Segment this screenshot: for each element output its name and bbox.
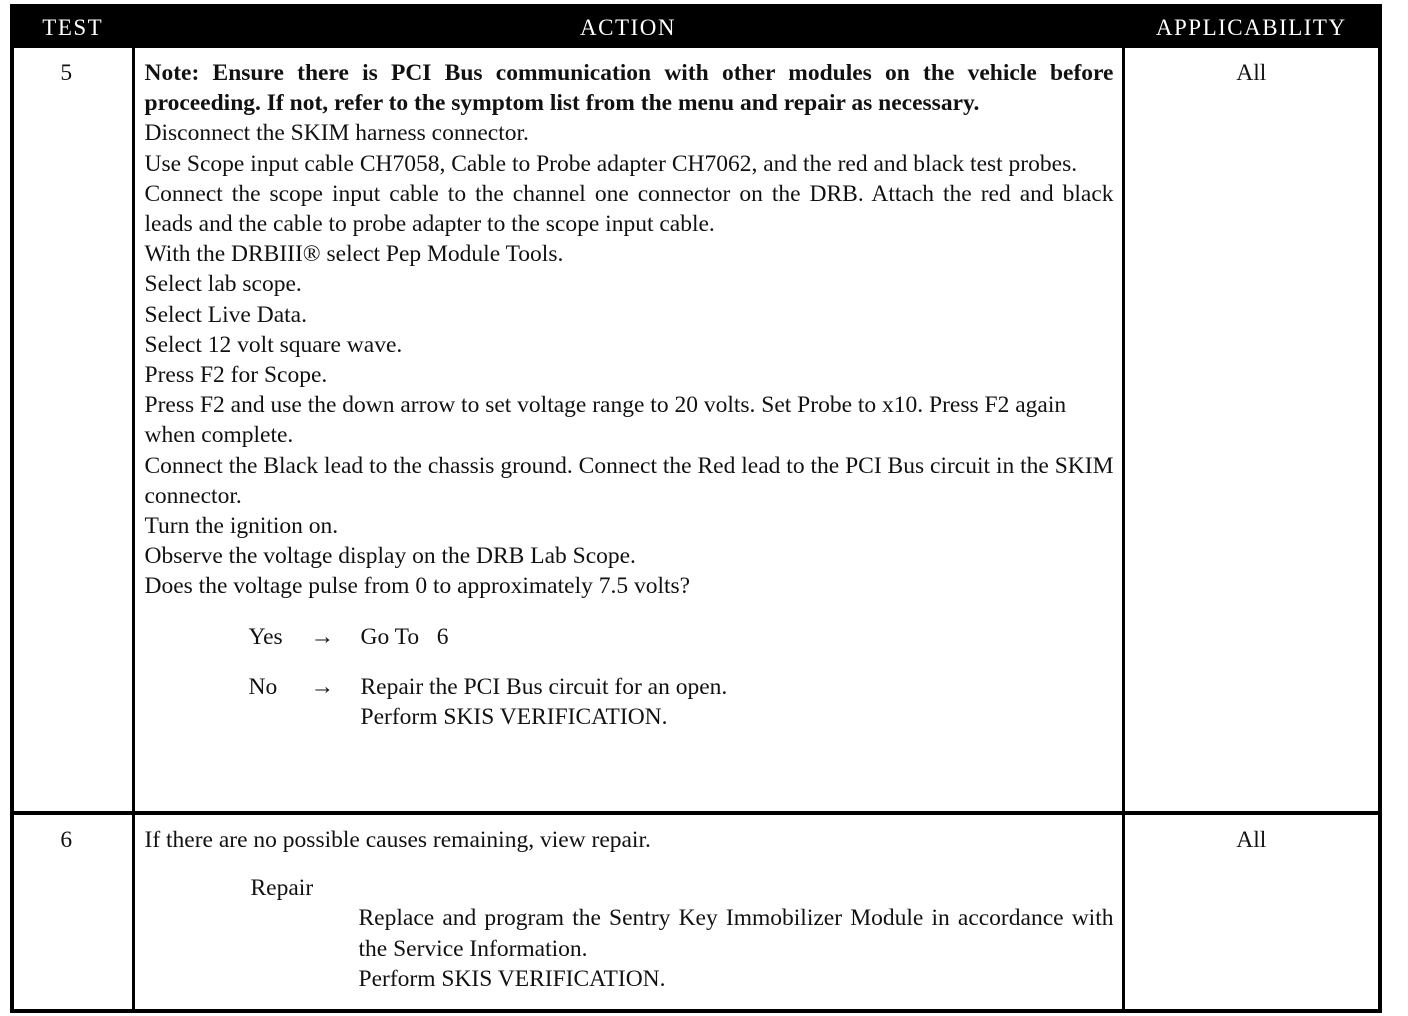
step-text: With the DRBIII® select Pep Module Tools. xyxy=(144,241,564,268)
step-text: Select Live Data. xyxy=(144,301,307,328)
header-action: ACTION xyxy=(133,6,1123,48)
test-number: 6 xyxy=(12,813,133,1011)
note-text: Note: Ensure there is PCI Bus communication with other modules on the vehicle before proceeding. If not, refer to the symptom list from the menu and repair as necessary. xyxy=(144,60,1114,117)
outcome-result xyxy=(361,622,1114,652)
intro-text: If there are no possible causes remaining, view repair. xyxy=(144,827,651,853)
header-test: TEST xyxy=(12,6,133,48)
step-text: Does the voltage pulse from 0 to approximately 7.5 volts? xyxy=(144,573,691,600)
step-text: Select lab scope. xyxy=(144,271,302,298)
outcome-result-line: Repair the PCI Bus circuit for an open. xyxy=(360,673,728,700)
applicability-value: All xyxy=(1123,813,1380,1011)
table-row xyxy=(12,813,1380,1011)
arrow-icon: → xyxy=(310,623,334,650)
diagnostic-page xyxy=(10,4,1378,996)
step-text: Connect the scope input cable to the channel one connector on the DRB. Attach the red and black leads and the cable to probe adapter to the scope input cable. xyxy=(144,180,1114,238)
step-text: Use Scope input cable CH7058, Cable to Probe adapter CH7062, and the red and black test probes. xyxy=(144,150,1078,177)
outcome-result-line: Go To 6 xyxy=(360,623,449,650)
repair-label: Repair xyxy=(250,875,314,902)
repair-text: Replace and program the Sentry Key Immobilizer Module in accordance with the Service Information. xyxy=(358,905,1114,962)
step-text: Press F2 for Scope. xyxy=(144,362,328,389)
step-text: Disconnect the SKIM harness connector. xyxy=(144,120,529,147)
header-applicability: APPLICABILITY xyxy=(1123,6,1380,48)
outcome-no xyxy=(145,672,1114,732)
outcome-answer: Yes xyxy=(248,623,283,650)
action-cell xyxy=(133,48,1123,813)
repair-verify: Perform SKIS VERIFICATION. xyxy=(358,965,666,992)
outcome-result-line: Perform SKIS VERIFICATION. xyxy=(360,704,668,731)
step-text: Turn the ignition on. xyxy=(144,513,339,540)
applicability-value: All xyxy=(1123,48,1380,813)
step-text: Observe the voltage display on the DRB Lab Scope. xyxy=(144,543,636,570)
action-cell xyxy=(133,813,1123,1011)
outcome-answer: No xyxy=(248,673,278,700)
table-row xyxy=(12,48,1380,813)
diagnostic-table xyxy=(10,4,1382,1013)
arrow-icon: → xyxy=(310,673,334,700)
test-number: 5 xyxy=(12,48,133,813)
outcome-result xyxy=(361,672,1114,732)
step-text: Select 12 volt square wave. xyxy=(144,331,403,358)
outcome-yes xyxy=(145,622,1114,652)
step-text: Press F2 and use the down arrow to set voltage range to 20 volts. Set Probe to x10. Press F2 again when complete. xyxy=(144,392,1067,449)
step-text: Connect the Black lead to the chassis ground. Connect the Red lead to the PCI Bus circuit in the SKIM connector. xyxy=(144,452,1114,509)
header-row xyxy=(12,6,1380,48)
